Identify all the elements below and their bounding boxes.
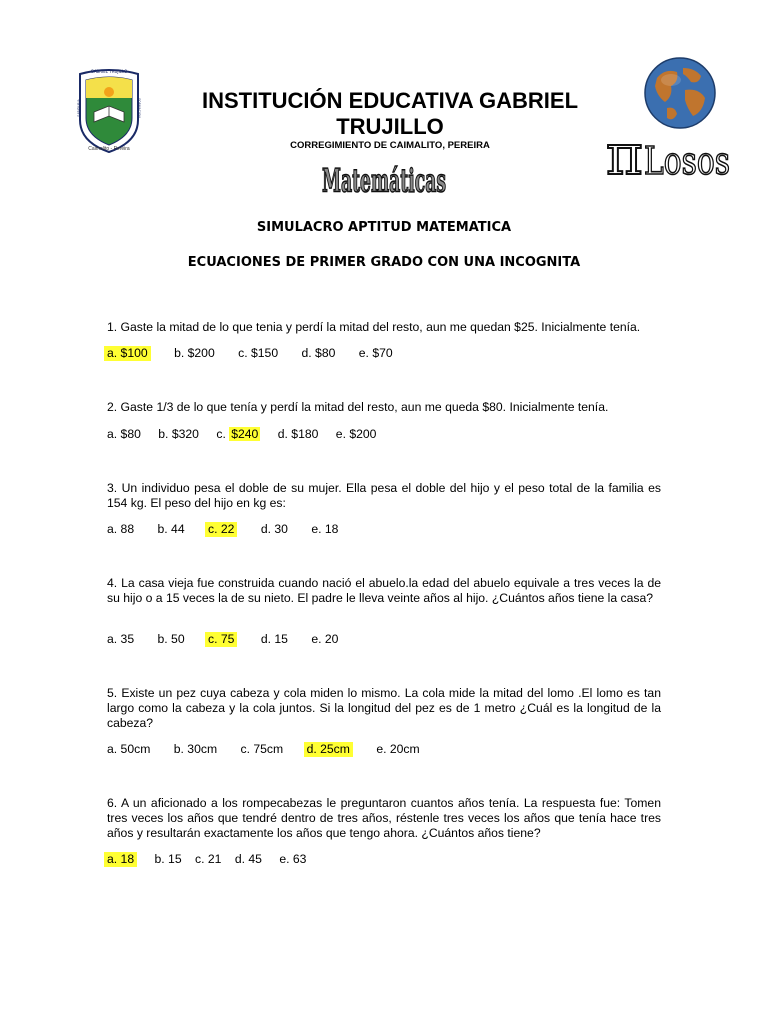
question-4-options bbox=[107, 632, 661, 647]
option-1b: b. $200 bbox=[174, 346, 215, 360]
option-6d: d. 45 bbox=[234, 852, 262, 866]
matematicas-wordart-text: Matemáticas bbox=[322, 162, 446, 200]
question-5-text: 5. Existe un pez cuya cabeza y cola miden lo mismo. La cola mide la mitad del lomo .El lomo es tan largo como la cabeza y la cola juntos. Si la longitud del pez es de 1 metro ¿Cuál es la longitud de la cabeza? bbox=[107, 686, 661, 730]
school-location: CORREGIMIENTO DE CAIMALITO, PEREIRA bbox=[290, 140, 490, 151]
option-3b: b. 44 bbox=[157, 522, 185, 536]
question-3-text: 3. Un individuo pesa el doble de su mujer. Ella pesa el doble del hijo y el peso total de la familia es 154 kg. El peso del hijo en kg es: bbox=[107, 481, 661, 510]
option-4c-highlighted: c. 75 bbox=[205, 632, 237, 647]
question-6-options bbox=[107, 852, 661, 867]
option-1d: d. $80 bbox=[301, 346, 336, 360]
option-4e: e. 20 bbox=[311, 632, 339, 646]
pi-symbol: π bbox=[606, 123, 643, 188]
option-5a: a. 50cm bbox=[107, 742, 151, 756]
globe-icon bbox=[643, 56, 717, 130]
question-2-options bbox=[107, 427, 661, 442]
worksheet-subtitle: ECUACIONES DE PRIMER GRADO CON UNA INCOGNITA bbox=[187, 255, 581, 270]
option-2e: e. $200 bbox=[335, 427, 377, 441]
option-4b: b. 50 bbox=[157, 632, 185, 646]
question-6-text: 6. A un aficionado a los rompecabezas le preguntaron cuantos años tenía. La respuesta fue: Tomen tres veces los años que tendré dentro de tres años, réstenle tres veces los años que tenía hace tres años y resultarán exactamente los años que tengo ahora. ¿Cuántos años tiene? bbox=[107, 796, 661, 840]
option-6b: b. 15 bbox=[154, 852, 182, 866]
question-3-options bbox=[107, 522, 661, 537]
option-4d: d. 15 bbox=[260, 632, 288, 646]
question-4-text: 4. La casa vieja fue construida cuando nació el abuelo.la edad del abuelo equivale a tres veces la de su hijo o a 15 veces la de su nieto. El padre le lleva veinte años al hijo. ¿Cuántos años tiene la casa? bbox=[107, 576, 661, 605]
question-1-text: 1. Gaste la mitad de lo que tenia y perdí la mitad del resto, aun me quedan $25. Inicialmente tenía. bbox=[107, 320, 641, 334]
matematicas-wordart bbox=[318, 158, 450, 202]
question-5-options bbox=[107, 742, 661, 757]
option-2d: d. $180 bbox=[277, 427, 319, 441]
school-crest-logo bbox=[76, 68, 142, 154]
option-2a: a. $80 bbox=[107, 427, 141, 441]
option-1a-highlighted: a. $100 bbox=[104, 346, 151, 361]
option-5d-highlighted: d. 25cm bbox=[304, 742, 353, 757]
option-4a: a. 35 bbox=[107, 632, 135, 646]
option-1e: e. $70 bbox=[358, 346, 393, 360]
option-5b: b. 30cm bbox=[173, 742, 218, 756]
option-1c: c. $150 bbox=[238, 346, 279, 360]
pi-losos-logo bbox=[604, 123, 732, 188]
option-5c: c. 75cm bbox=[240, 742, 284, 756]
crest-side-left-label: SABIDURIA bbox=[77, 99, 81, 117]
option-3a: a. 88 bbox=[107, 522, 135, 536]
crest-ring-label: GABRIEL TRUJILLO bbox=[90, 69, 128, 74]
losos-wordmark: Losos bbox=[644, 139, 730, 183]
option-3e: e. 18 bbox=[311, 522, 339, 536]
option-2c-highlighted: c. $240 bbox=[216, 427, 259, 441]
crest-caption: Caimalito - Pereira bbox=[88, 146, 130, 152]
crest-side-right-label: FORMACION bbox=[137, 98, 141, 118]
option-6e: e. 63 bbox=[279, 852, 307, 866]
worksheet-title: SIMULACRO APTITUD MATEMATICA bbox=[256, 220, 512, 235]
option-3d: d. 30 bbox=[260, 522, 288, 536]
option-5e: e. 20cm bbox=[376, 742, 420, 756]
option-3c-highlighted: c. 22 bbox=[205, 522, 237, 537]
option-2c-value: $240 bbox=[231, 427, 259, 441]
option-6a-highlighted: a. 18 bbox=[104, 852, 137, 867]
option-6c: c. 21 bbox=[195, 852, 222, 866]
question-2-text: 2. Gaste 1/3 de lo que tenía y perdí la mitad del resto, aun me queda $80. Inicialmente tenía. bbox=[107, 400, 609, 414]
school-name: INSTITUCIÓN EDUCATIVA GABRIEL TRUJILLO bbox=[201, 88, 579, 139]
question-1-options bbox=[107, 346, 661, 361]
option-2b: b. $320 bbox=[158, 427, 199, 441]
